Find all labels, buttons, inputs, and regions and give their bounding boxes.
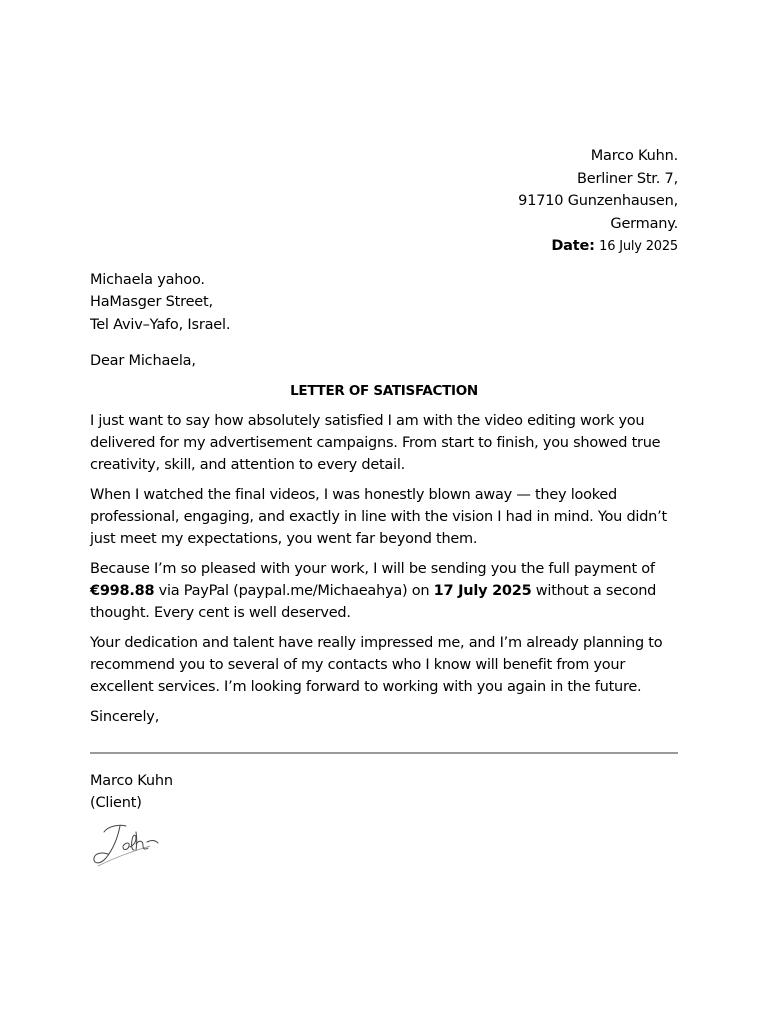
recipient-name: Michaela yahoo. — [90, 271, 205, 288]
body-paragraph-1: I just want to say how absolutely satisfied I am with the video editing work you delivered for my advertisement campaigns. From start to finish, you showed true creativity, skill, and attention to every detail. — [90, 412, 661, 473]
signer-name: Marco Kuhn — [90, 772, 173, 789]
date-label: Date: — [551, 238, 595, 254]
sender-city: 91710 Gunzenhausen, — [518, 193, 678, 209]
letter-page — [90, 145, 678, 874]
salutation: Dear Michaela, — [90, 353, 196, 369]
payment-text-intro: Because I’m so pleased with your work, I will be sending you the full payment of — [90, 560, 655, 577]
handwritten-signature-image — [90, 820, 170, 870]
date-value: 16 July 2025 — [599, 239, 678, 254]
letter-date — [90, 235, 678, 259]
recipient-city: Tel Aviv–Yafo, Israel. — [90, 316, 231, 333]
body-paragraph-3 — [90, 558, 678, 624]
payment-amount: €998.88 — [90, 582, 155, 599]
body-paragraph-4: Your dedication and talent have really impressed me, and I’m already planning to recommend you to several of my contacts who I know will benefit from your excellent services. I’m looking forward to working with you again in the future. — [90, 634, 663, 695]
sender-country: Germany. — [610, 215, 678, 232]
payment-text-method: via PayPal (paypal.me/Michaeahya) on — [154, 582, 434, 599]
body-paragraph-2: When I watched the final videos, I was honestly blown away — they looked professional, engaging, and exactly in line with the vision I had in mind. You didn’t just meet my expectations, you went far beyond them. — [90, 486, 667, 547]
letter-subject: LETTER OF SATISFACTION — [290, 382, 478, 399]
sender-street: Berliner Str. 7, — [577, 170, 678, 187]
payment-text-outro: without a second thought. Every cent is well deserved. — [90, 582, 657, 621]
sender-name: Marco Kuhn. — [590, 148, 678, 164]
signer-role: (Client) — [90, 794, 142, 811]
sender-address-block — [90, 145, 678, 259]
closing: Sincerely, — [90, 708, 160, 725]
recipient-street: HaMasger Street, — [90, 294, 213, 310]
payment-date: 17 July 2025 — [433, 582, 532, 599]
signature-divider — [90, 752, 678, 754]
signoff-block — [90, 770, 678, 814]
recipient-address-block — [90, 269, 678, 337]
